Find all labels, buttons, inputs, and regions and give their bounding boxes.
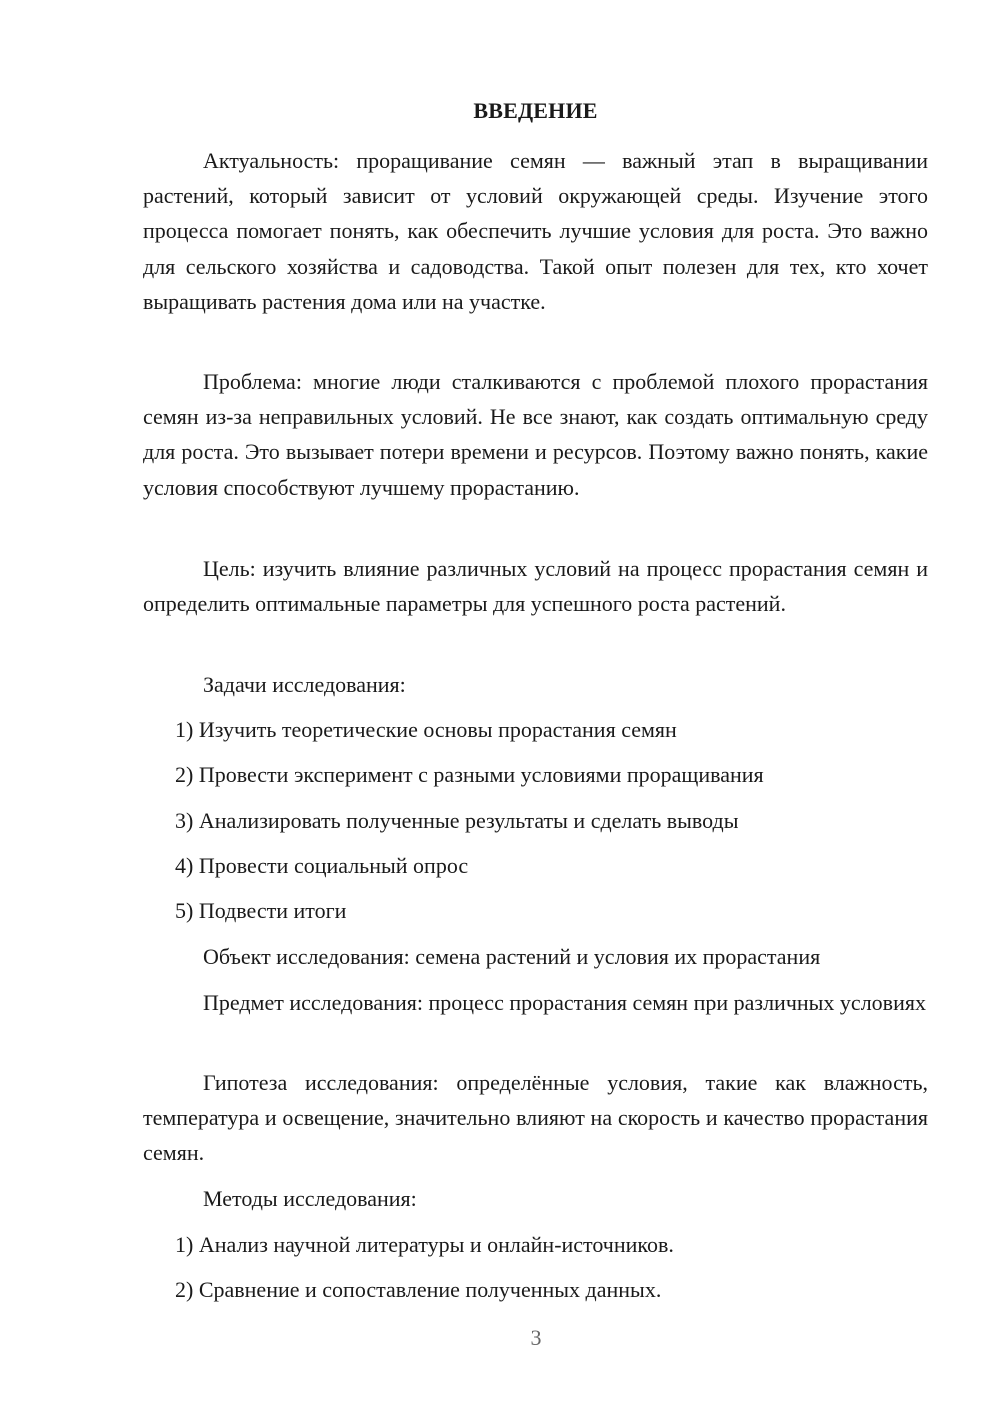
- paragraph-problem: Проблема: многие люди сталкиваются с проблемой плохого прорастания семян из-за неправильных условий. Не все знают, как создать оптимальную среду для роста. Это вызывает потери времени и ресурсов. Поэтому важно понять, какие условия способствуют лучшему прорастанию.: [143, 369, 928, 500]
- section-title: ВВЕДЕНИЕ: [473, 98, 598, 123]
- methods-heading: Методы исследования:: [203, 1186, 417, 1211]
- paragraph-hypothesis: Гипотеза исследования: определённые условия, такие как влажность, температура и освещение, значительно влияют на скорость и качество прорастания семян.: [143, 1070, 928, 1166]
- paragraph-relevance: Актуальность: проращивание семян — важный этап в выращивании растений, который зависит от условий окружающей среды. Изучение этого процесса помогает понять, как обеспечить лучшие условия для роста. Это важно для сельского хозяйства и садоводства. Такой опыт полезен для тех, кто хочет выращивать растения дома или на участке.: [143, 148, 928, 314]
- method-item-2: 2) Сравнение и сопоставление полученных данных.: [175, 1277, 662, 1302]
- task-item-1: 1) Изучить теоретические основы прорастания семян: [175, 717, 677, 742]
- page-number: 3: [530, 1325, 542, 1350]
- paragraph-subject: Предмет исследования: процесс прорастания семян при различных условиях: [203, 990, 926, 1015]
- task-item-4: 4) Провести социальный опрос: [175, 853, 469, 878]
- task-item-3: 3) Анализировать полученные результаты и сделать выводы: [175, 808, 739, 833]
- task-item-2: 2) Провести эксперимент с разными условиями проращивания: [175, 762, 764, 787]
- task-item-5: 5) Подвести итоги: [175, 898, 347, 923]
- paragraph-object: Объект исследования: семена растений и условия их прорастания: [203, 944, 821, 969]
- tasks-heading: Задачи исследования:: [203, 672, 406, 697]
- paragraph-goal: Цель: изучить влияние различных условий на процесс прорастания семян и определить оптимальные параметры для успешного роста растений.: [143, 556, 928, 617]
- method-item-1: 1) Анализ научной литературы и онлайн-источников.: [175, 1232, 674, 1257]
